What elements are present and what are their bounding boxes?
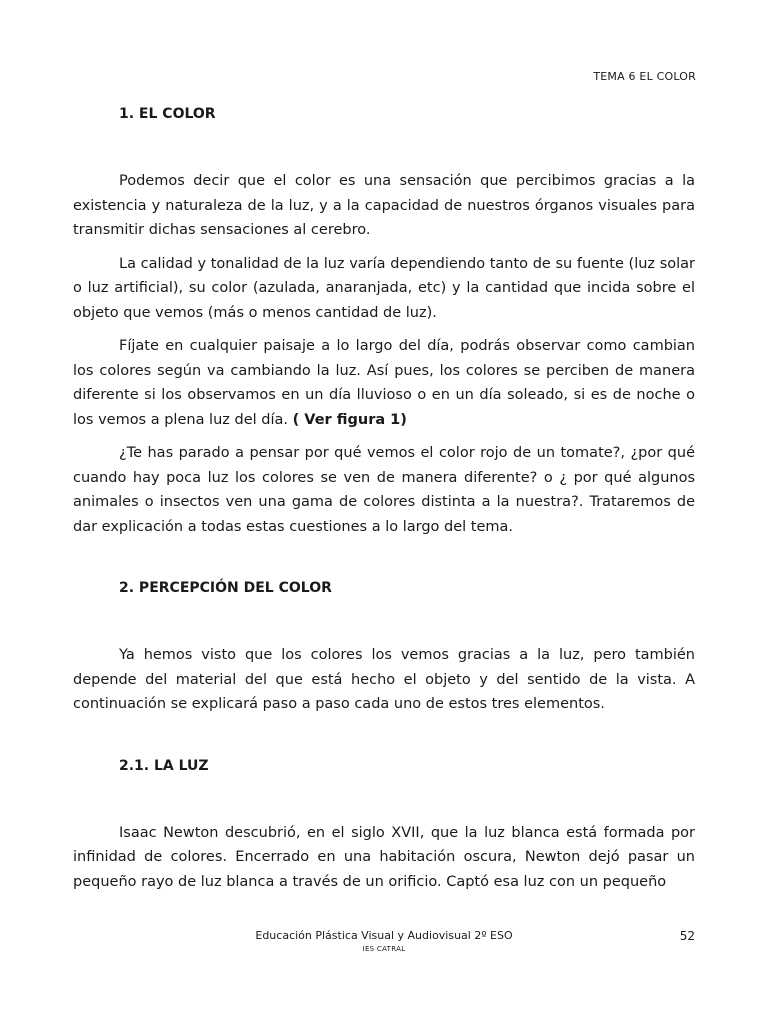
paragraph: Ya hemos visto que los colores los vemos gracias a la luz, pero también depende del material del que está hecho el objeto y del sentido de la vista. A continuación se explicará paso a paso cada uno de estos tres elementos. bbox=[73, 647, 695, 712]
paragraph: ¿Te has parado a pensar por qué vemos el color rojo de un tomate?, ¿por qué cuando hay poca luz los colores se ven de manera diferente? o ¿ por qué algunos animales o insectos ven una gama de colores distinta a la nuestra?. Trataremos de dar explicación a todas estas cuestiones a lo largo del tema. bbox=[73, 445, 695, 535]
page-body bbox=[73, 103, 695, 894]
section-heading-la-luz: 2.1. LA LUZ bbox=[119, 757, 209, 774]
paragraph-text: Fíjate en cualquier paisaje a lo largo del día, podrás observar como cambian los colores según va cambiando la luz. Así pues, los colores se perciben de manera diferente si los observamos en un día lluvioso o en un día soleado, si es de noche o los vemos a plena luz del día. bbox=[73, 338, 695, 428]
paragraph bbox=[73, 334, 695, 432]
paragraph: Podemos decir que el color es una sensación que percibimos gracias a la existencia y naturaleza de la luz, y a la capacidad de nuestros órganos visuales para transmitir dichas sensaciones al cerebro. bbox=[73, 173, 695, 238]
page-number: 52 bbox=[679, 929, 695, 943]
paragraph: Isaac Newton descubrió, en el siglo XVII, que la luz blanca está formada por infinidad de colores. Encerrado en una habitación oscura, Newton dejó pasar un pequeño rayo de luz blanca a través de un orificio. Captó esa luz con un pequeño bbox=[73, 824, 695, 890]
section-heading-percepcion: 2. PERCEPCIÓN DEL COLOR bbox=[119, 580, 332, 596]
paragraph: La calidad y tonalidad de la luz varía dependiendo tanto de su fuente (luz solar o luz artificial), su color (azulada, anaranjada, etc) y la cantidad que incida sobre el objeto que vemos (más o menos cantidad de luz). bbox=[73, 255, 695, 321]
page-footer bbox=[73, 929, 695, 942]
section-heading-el-color: 1. EL COLOR bbox=[119, 106, 216, 122]
footer-school: IES CATRAL bbox=[362, 945, 406, 953]
running-header: TEMA 6 EL COLOR bbox=[593, 70, 696, 83]
figure-reference: ( Ver figura 1) bbox=[292, 411, 407, 428]
footer-course: Educación Plástica Visual y Audiovisual 2º ESO bbox=[255, 929, 513, 942]
